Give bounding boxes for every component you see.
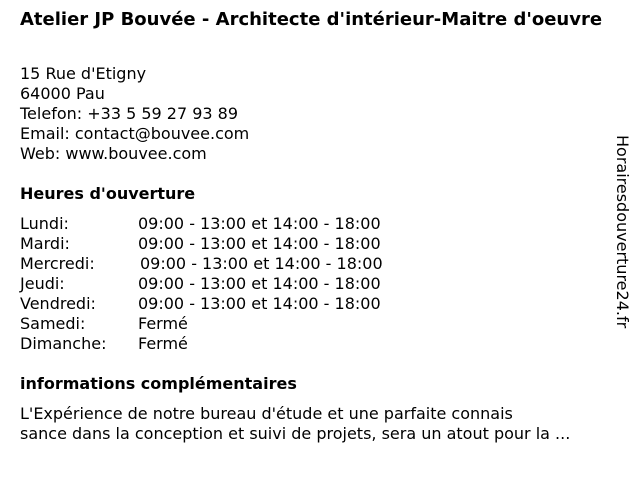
info-line: L'Expérience de notre bureau d'étude et une parfaite connais xyxy=(20,404,513,423)
day-label: Lundi: xyxy=(20,214,69,233)
day-label: Samedi: xyxy=(20,314,86,333)
day-hours: Fermé xyxy=(138,314,188,333)
address-city: 64000 Pau xyxy=(20,84,105,103)
day-hours: 09:00 - 13:00 et 14:00 - 18:00 xyxy=(138,294,381,313)
website: Web: www.bouvee.com xyxy=(20,144,207,163)
email-address: Email: contact@bouvee.com xyxy=(20,124,250,143)
day-hours: 09:00 - 13:00 et 14:00 - 18:00 xyxy=(138,234,381,253)
day-hours: 09:00 - 13:00 et 14:00 - 18:00 xyxy=(140,254,383,273)
day-hours: Fermé xyxy=(138,334,188,353)
info-description xyxy=(20,404,570,444)
day-hours: 09:00 - 13:00 et 14:00 - 18:00 xyxy=(138,214,381,233)
hours-row-thursday xyxy=(20,274,440,294)
day-label: Vendredi: xyxy=(20,294,96,313)
day-hours: 09:00 - 13:00 et 14:00 - 18:00 xyxy=(138,274,381,293)
day-label: Jeudi: xyxy=(20,274,65,293)
day-label: Dimanche: xyxy=(20,334,107,353)
info-heading: informations complémentaires xyxy=(20,374,297,393)
contact-block xyxy=(20,64,249,164)
day-label: Mardi: xyxy=(20,234,70,253)
hours-row-sunday xyxy=(20,334,440,354)
hours-row-tuesday xyxy=(20,234,440,254)
page-title: Atelier JP Bouvée - Architecte d'intérieur-Maitre d'oeuvre xyxy=(20,9,603,30)
hours-row-monday xyxy=(20,214,440,234)
hours-table xyxy=(20,214,440,354)
info-line: sance dans la conception et suivi de projets, sera un atout pour la ... xyxy=(20,424,571,443)
hours-row-saturday xyxy=(20,314,440,334)
site-watermark: Horairesdouverture24.fr xyxy=(613,135,632,329)
address-street: 15 Rue d'Etigny xyxy=(20,64,147,83)
hours-row-wednesday xyxy=(20,254,440,274)
hours-row-friday xyxy=(20,294,440,314)
day-label: Mercredi: xyxy=(20,254,95,273)
hours-heading: Heures d'ouverture xyxy=(20,184,196,203)
phone-number: Telefon: +33 5 59 27 93 89 xyxy=(20,104,239,123)
